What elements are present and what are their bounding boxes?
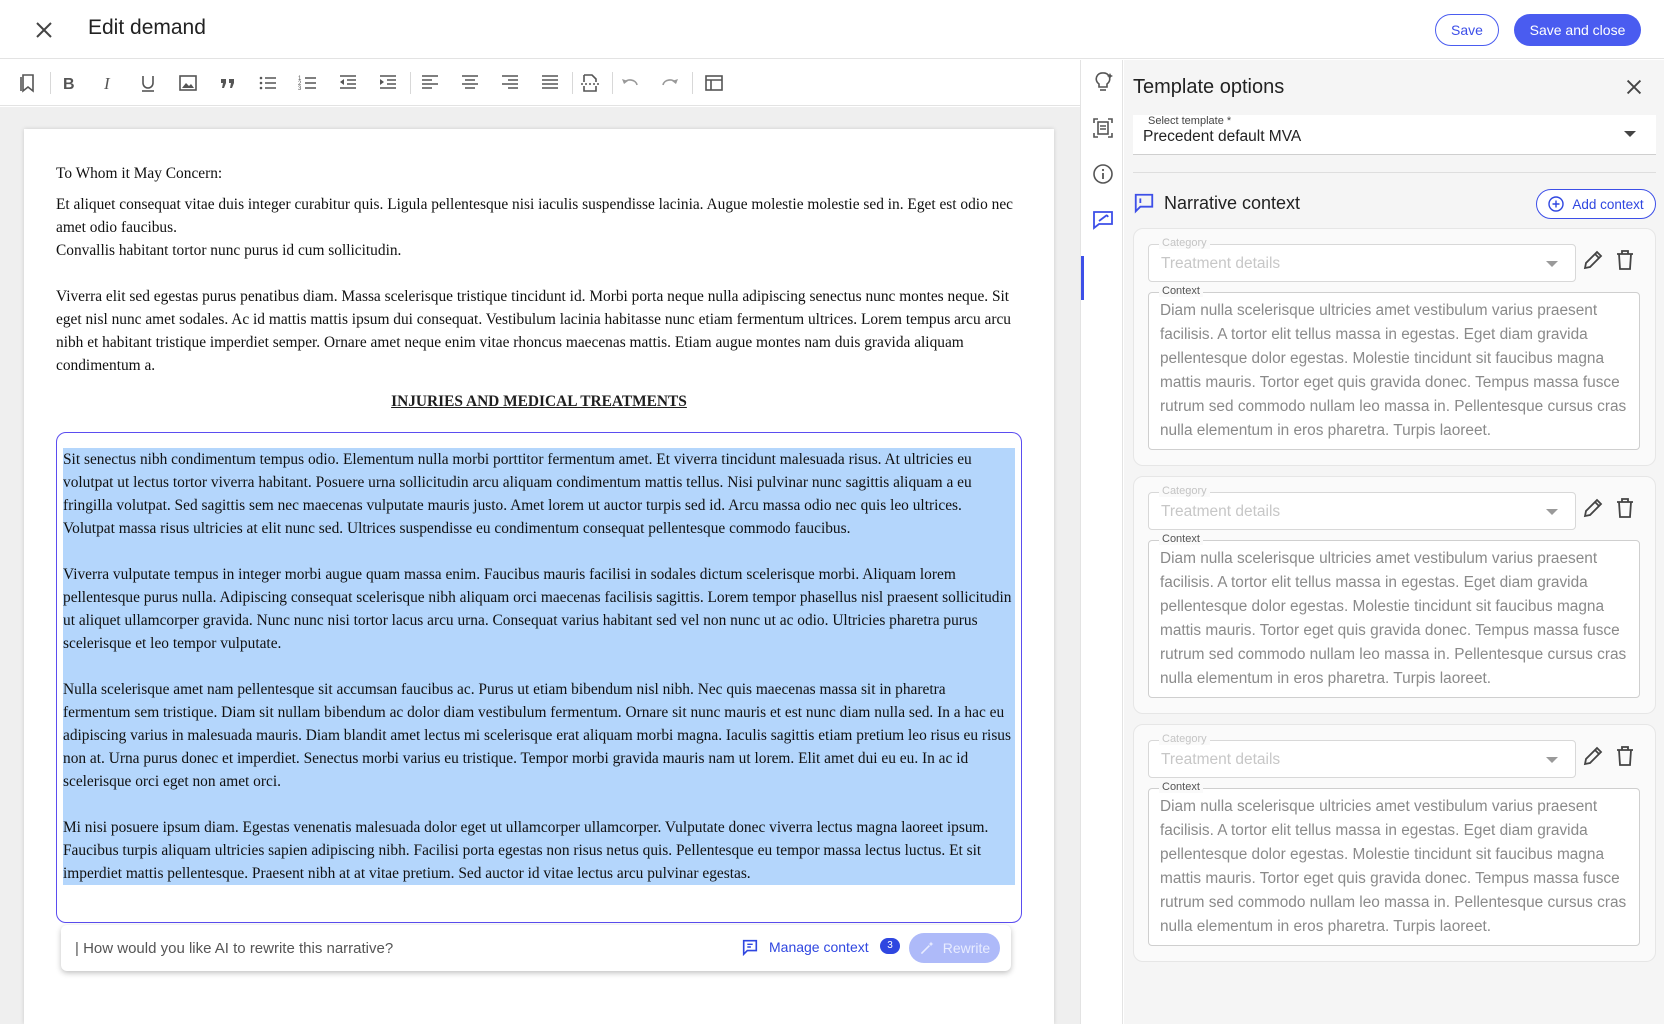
editor-toolbar <box>0 60 1080 106</box>
pencil-icon[interactable] <box>1581 496 1605 520</box>
selected-paragraph: Viverra vulputate tempus in integer morbi augue quam massa enim. Faucibus mauris facilisi in sodales dictum scelerisque morbi. Aliquam lorem pellentesque purus nulla. Adipiscing consequat scelerisque nibh aliquam orci maecenas facilisis sagittis. Lorem tempor phasellus nisl praesent sollicitudin ut aliquet ullamcorper gravida. Nunc nunc nisi tortor lacus arcu urna. Consequat varius habitant sed vel non nunc ut ac odio. Ultricies pharetra purus scelerisque et leo tempor vulputate. <box>63 566 1012 652</box>
app-header <box>0 0 1664 59</box>
chevron-down-icon <box>1545 756 1559 764</box>
context-text: Diam nulla scelerisque ultricies amet vestibulum varius praesent facilisis. A tortor elit tellus massa in egestas. Eget diam gravida pellentesque dolor egestas. Molestie tincidunt sit faucibus magna mattis mauris. Tortor eget quis gravida donec. Tempus massa fusce rutrum sed commodo nullam leo massa in. Pellentesque cursus cras nulla elementum in eros pharetra. Turpis laoreet. <box>1160 798 1627 935</box>
doc-paragraph[interactable]: Et aliquet consequat vitae duis integer curabitur quis. Ligula pellentesque nisi iaculis suspendisse lacinia. Augue molestie molestie sed in. Eget est odio nec amet odio faucibus. Convallis habitant tortor nunc purus id cum sollicitudin. <box>56 196 1013 259</box>
svg-text:2: 2 <box>298 81 302 87</box>
context-count-badge: 3 <box>880 938 900 954</box>
pencil-icon[interactable] <box>1581 744 1605 768</box>
context-label: Context <box>1159 533 1203 545</box>
numbered-list-icon[interactable] <box>296 71 320 95</box>
ai-prompt-input[interactable] <box>73 939 673 958</box>
bullet-list-icon[interactable] <box>256 71 280 95</box>
manage-context-link[interactable] <box>741 938 869 956</box>
info-icon[interactable] <box>1091 162 1115 186</box>
context-card <box>1133 724 1656 962</box>
page-title: Edit demand <box>88 16 206 39</box>
svg-text:3: 3 <box>298 86 302 92</box>
context-textarea[interactable] <box>1148 533 1640 698</box>
context-textarea[interactable] <box>1148 285 1640 450</box>
underline-icon[interactable] <box>136 71 160 95</box>
add-context-button[interactable] <box>1536 189 1656 219</box>
bookmark-icon[interactable] <box>16 71 40 95</box>
category-label: Category <box>1159 485 1210 497</box>
doc-greeting[interactable]: To Whom it May Concern: <box>56 165 223 182</box>
context-text: Diam nulla scelerisque ultricies amet vestibulum varius praesent facilisis. A tortor elit tellus massa in egestas. Eget diam gravida pellentesque dolor egestas. Molestie tincidunt sit faucibus magna mattis mauris. Tortor eget quis gravida donec. Tempus massa fusce rutrum sed commodo nullam leo massa in. Pellentesque cursus cras nulla elementum in eros pharetra. Turpis laoreet. <box>1160 550 1627 687</box>
comment-icon <box>741 938 759 956</box>
select-template-dropdown[interactable] <box>1133 115 1656 155</box>
rewrite-button[interactable] <box>909 933 1000 963</box>
category-dropdown[interactable] <box>1148 237 1576 282</box>
panel-title: Template options <box>1133 76 1285 98</box>
document-scan-icon[interactable] <box>1091 116 1115 140</box>
category-dropdown[interactable] <box>1148 485 1576 530</box>
context-label: Context <box>1159 781 1203 793</box>
undo-icon[interactable] <box>618 71 642 95</box>
select-template-label: Select template * <box>1148 115 1232 127</box>
redo-icon[interactable] <box>658 71 682 95</box>
trash-icon[interactable] <box>1613 248 1637 272</box>
context-card <box>1133 228 1656 466</box>
rewrite-label: Rewrite <box>942 940 991 956</box>
outdent-icon[interactable] <box>336 71 360 95</box>
chevron-down-icon <box>1545 508 1559 516</box>
svg-text:B: B <box>63 76 75 93</box>
magic-wand-icon <box>919 940 935 956</box>
panel-divider <box>1133 172 1656 173</box>
trash-icon[interactable] <box>1613 744 1637 768</box>
quote-icon[interactable] <box>216 71 240 95</box>
italic-icon[interactable] <box>96 71 120 95</box>
page-break-icon[interactable] <box>578 71 602 95</box>
bold-icon[interactable] <box>56 71 80 95</box>
narrative-context-title: Narrative context <box>1164 193 1301 213</box>
narrative-template-icon[interactable] <box>1091 208 1115 232</box>
indent-icon[interactable] <box>376 71 400 95</box>
ai-rewrite-bar <box>61 925 1011 971</box>
align-justify-icon[interactable] <box>538 71 562 95</box>
align-right-icon[interactable] <box>498 71 522 95</box>
save-and-close-button[interactable]: Save and close <box>1514 14 1641 46</box>
close-icon[interactable] <box>32 18 56 42</box>
close-panel-icon[interactable] <box>1623 76 1645 98</box>
add-context-label: Add context <box>1572 196 1644 212</box>
category-label: Category <box>1159 237 1210 249</box>
selected-paragraph: Mi nisi posuere ipsum diam. Egestas venenatis malesuada dolor eget ut ullamcorper ullamcorper. Vulputate donec viverra lectus magna laoreet ipsum. Faucibus turpis aliquam ultricies sapien adipiscing nibh. Facilisi porta egestas non risus netus quis. Pellentesque eu tempor massa lectus luctus. Et sit imperdiet mattis pellentesque. Praesent nibh at at vitae pretium. Sed auctor id vitae lectus arcu pulvinar egestas. <box>63 819 989 882</box>
trash-icon[interactable] <box>1613 496 1637 520</box>
image-icon[interactable] <box>176 71 200 95</box>
plus-circle-icon <box>1548 196 1564 212</box>
chevron-down-icon <box>1623 130 1637 138</box>
select-template-value: Precedent default MVA <box>1143 128 1302 145</box>
category-value: Treatment details <box>1161 503 1281 520</box>
side-icon-rail <box>1080 60 1123 1024</box>
category-label: Category <box>1159 733 1210 745</box>
pencil-icon[interactable] <box>1581 248 1605 272</box>
narrative-context-icon <box>1133 192 1155 214</box>
context-label: Context <box>1159 285 1203 297</box>
save-button[interactable]: Save <box>1435 14 1499 46</box>
svg-text:I: I <box>104 74 110 93</box>
doc-paragraph[interactable]: Viverra elit sed egestas purus penatibus diam. Massa scelerisque tristique tincidunt id. Morbi porta neque nulla adipiscing senectus nunc montes neque. Sit eget nisl nunc amet sodales. Ac id mattis mattis ipsum dui consequat. Vestibulum lacinia habitasse nunc etiam fermentum ultrices. Lorem tempus arcu arcu nibh et habitant tristique imperdiet semper. Ornare amet neque enim vitae rhoncus maecenas mattis. Etiam augue montes nam duis gravida aliquam condimentum a. <box>56 288 1011 374</box>
table-icon[interactable] <box>702 71 726 95</box>
doc-heading[interactable]: INJURIES AND MEDICAL TREATMENTS <box>391 393 687 410</box>
selected-paragraph: Sit senectus nibh condimentum tempus odio. Elementum nulla morbi porttitor fermentum amet. Et viverra tincidunt malesuada risus. At ultricies eu volutpat ut lectus tortor viverra habitant. Posuere urna sollicitudin arcu aliquam condimentum mattis tellus. Nisi pulvinar nunc sagittis aliquam a eu fringilla volutpat. Sed sagittis sem nec maecenas vulputate mauris justo. Amet lorem ut auctor turpis sed id. Arcu massa odio nec quis leo ultrices. Volutpat massa risus ultricies at elit nunc sed. Ultrices suspendisse eu condimentum consequat pellentesque commodo faucibus. <box>63 451 972 537</box>
selected-paragraph: Nulla scelerisque amet nam pellentesque sit accumsan faucibus ac. Purus ut etiam bibendum nisl nibh. Nec quis maecenas massa sit in pharetra fermentum sem tristique. Diam sit nullam bibendum ac dolor diam vestibulum fermentum. Ornare sit nunc mauris et est nunc diam nulla sed. In a hac eu adipiscing varius in malesuada mauris. Diam blandit amet lectus mi scelerisque erat aliquam morbi magna. Iaculis sagittis etiam pretium leo risus eu risus non at. Urna purus donec et imperdiet. Senectus morbi varius eu tristique. Tempor morbi gravida mauris nam ut lorem. Elit amet dui eu eu. In ac id scelerisque orci eget non amet orci. <box>63 681 1011 790</box>
chevron-down-icon <box>1545 260 1559 268</box>
align-left-icon[interactable] <box>418 71 442 95</box>
svg-text:1: 1 <box>298 76 302 82</box>
selected-narrative[interactable] <box>63 448 1015 885</box>
context-card <box>1133 476 1656 714</box>
category-value: Treatment details <box>1161 255 1281 272</box>
lightbulb-icon[interactable] <box>1091 70 1115 94</box>
context-text: Diam nulla scelerisque ultricies amet vestibulum varius praesent facilisis. A tortor elit tellus massa in egestas. Eget diam gravida pellentesque dolor egestas. Molestie tincidunt sit faucibus magna mattis mauris. Tortor eget quis gravida donec. Tempus massa fusce rutrum sed commodo nullam leo massa in. Pellentesque cursus cras nulla elementum in eros pharetra. Turpis laoreet. <box>1160 302 1627 439</box>
align-center-icon[interactable] <box>458 71 482 95</box>
category-dropdown[interactable] <box>1148 733 1576 778</box>
manage-context-label: Manage context <box>769 939 869 955</box>
context-textarea[interactable] <box>1148 781 1640 946</box>
category-value: Treatment details <box>1161 751 1281 768</box>
active-tab-indicator <box>1081 256 1084 300</box>
